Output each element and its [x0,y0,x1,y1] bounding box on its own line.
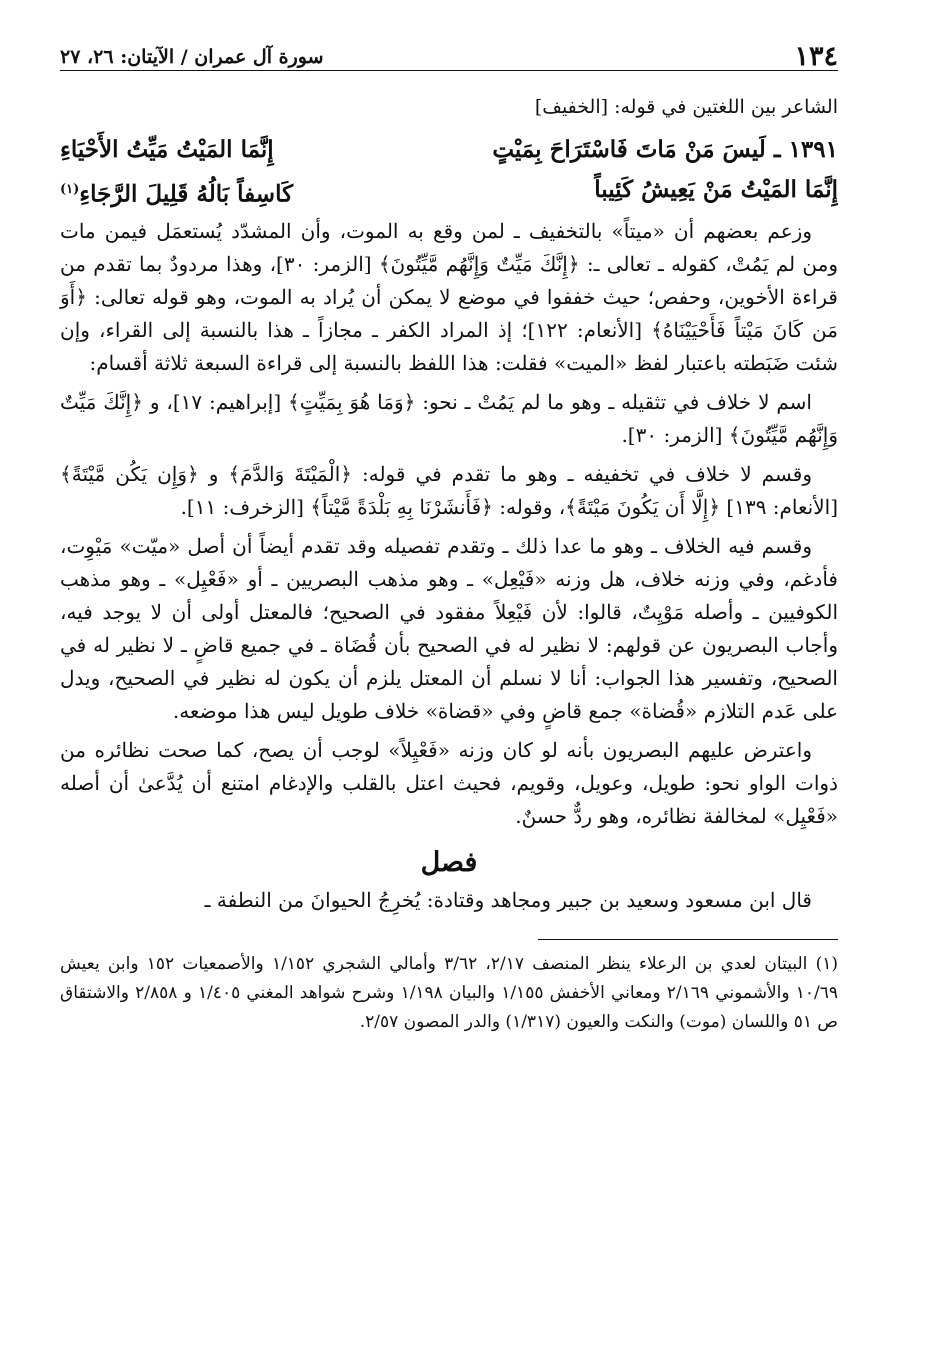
running-title: سورة آل عمران / الآيتان: ٢٦، ٢٧ [60,46,324,69]
paragraph-2: اسم لا خلاف في تثقيله ـ وهو ما لم يَمُتْ ـ نحو: ﴿وَمَا هُوَ بِمَيِّتٍ﴾ [إبراهيم: ١٧]، و ﴿إِنَّكَ مَيِّتٌ وَإِنَّهُم مَّيِّتُونَ﴾ [الزمر: ٣٠]. [60,389,838,447]
verse-hemistich-2b [60,170,433,215]
intro-line: الشاعر بين اللغتين في قوله: [الخفيف] [534,96,838,118]
footnote-divider [538,939,838,940]
paragraph-5: واعترض عليهم البصريون بأنه لو كان وزنه «فَعْيِلاً» لوجب أن يصح، كما صحت نظائره من ذوات الواو نحو: طويل، وعويل، وقويم، فحيث اعتل بالقلب والإدغام امتنع أن يُدَّعىٰ أن أصله «فَعْيِل» لمخالفة نظائره، وهو ردٌّ حسنٌ. [60,737,838,828]
verse-hemistich-2a: إِنَّمَا المَيْتُ مَنْ يَعِيشُ كَئِيباً [594,176,838,203]
paragraph-4: وقسم فيه الخلاف ـ وهو ما عدا ذلك ـ وتقدم تفصيله وقد تقدم أيضاً أن أصل «ميّت» مَيْوِت، فأدغم، وفي وزنه خلاف، هل وزنه «فَيْعِل» ـ وهو مذهب البصريين ـ أو «فَعْيِل» ـ وهو مذهب الكوفيين ـ وأصله مَوْيِتٌ، قالوا: لأن فَيْعِلاً مفقود في الصحيح؛ فالمعتل أولى أن لا يوجد فيه، وأجاب البصريون عن قولهم: لا نظير له في الصحيح بأن قُضَاة ـ في جميع قاضٍ ـ لا نظير له في الصحيح، وتفسير هذا الجواب: أنا لا نسلم أن المعتل يلزم أن يكون له نظير في الصحيح، ويدل على عَدم التلازم «قُضاة» جمع قاضٍ وفي «قضاة» خلاف طويل ليس هذا موضعه. [60,533,838,723]
section-paragraph: قال ابن مسعود وسعيد بن جبير ومجاهد وقتادة: يُخرِجُ الحيوانَ من النطفة ـ [204,887,812,912]
page [60,36,838,1367]
verse-hemistich-1a: ١٣٩١ ـ لَيسَ مَنْ مَاتَ فَاسْتَرَاحَ بِمَيْتٍ [492,136,838,163]
poem-verse [60,130,838,215]
verse-hemistich-1b: إِنَّمَا المَيْتُ مَيِّتُ الأَحْيَاءِ [60,136,274,163]
paragraph-1: وزعم بعضهم أن «ميتاً» بالتخفيف ـ لمن وقع به الموت، وأن المشدّد يُستعمَل فيمن مات ومن لم يَمُتْ، كقوله ـ تعالى ـ: ﴿إِنَّكَ مَيِّتٌ وَإِنَّهُم مَّيِّتُونَ﴾ [الزمر: ٣٠]، وهذا مردودٌ بما تقدم من قراءة الأخوين، وحفص؛ حيث خففوا في موضع لا يمكن أن يُراد به الموت، وهو قوله تعالى: ﴿أَوَ مَن كَانَ مَيْتاً فَأَحْيَيْنَاهُ﴾ [الأنعام: ١٢٢]؛ إذ المراد الكفر ـ مجازاً ـ هذا بالنسبة إلى القراء، وإن شئت ضَبَطته باعتبار لفظ «الميت» فقلت: هذا اللفظ بالنسبة إلى قراءة السبعة ثلاثة أقسام: [60,218,839,375]
page-header [60,36,838,71]
page-number: ١٣٤ [794,41,838,72]
verse-line-1 [60,130,838,170]
footnote: (١) البيتان لعدي بن الرعلاء ينظر المنصف ٢/١٧، ٣/٦٢ وأمالي الشجري ١/١٥٢ والأصمعيات ١٥٢ وابن يعيش ١٠/٦٩ والأشموني ٢/١٦٩ ومعاني الأخفش ١/١٥٥ والبيان ١/١٩٨ وشرح شواهد المغني ١/٤٠٥ و ٢/٨٥٨ والاشتقاق ص ٥١ واللسان (موت) والنكت والعيون (١/٣١٧) والدر المصون ٢/٥٧. [60,953,839,1032]
footnote-marker[interactable]: (١) [60,182,80,197]
paragraph-3: وقسم لا خلاف في تخفيفه ـ وهو ما تقدم في قوله: ﴿الْمَيْتَةَ وَالدَّمَ﴾ و ﴿وَإِن يَكُن مَّيْتَةً﴾ [الأنعام: ١٣٩] ﴿إِلَّا أَن يَكُونَ مَيْتَةً﴾، وقوله: ﴿فَأَنشَرْنَا بِهِ بَلْدَةً مَّيْتاً﴾ [الزخرف: ١١]. [60,461,838,519]
verse-line-2 [60,170,838,215]
verse-hemistich-2b-text: كَاسِفاً بَالُهُ قَلِيلَ الرَّجَاءِ [79,180,294,208]
section-heading: فصل [420,846,478,878]
